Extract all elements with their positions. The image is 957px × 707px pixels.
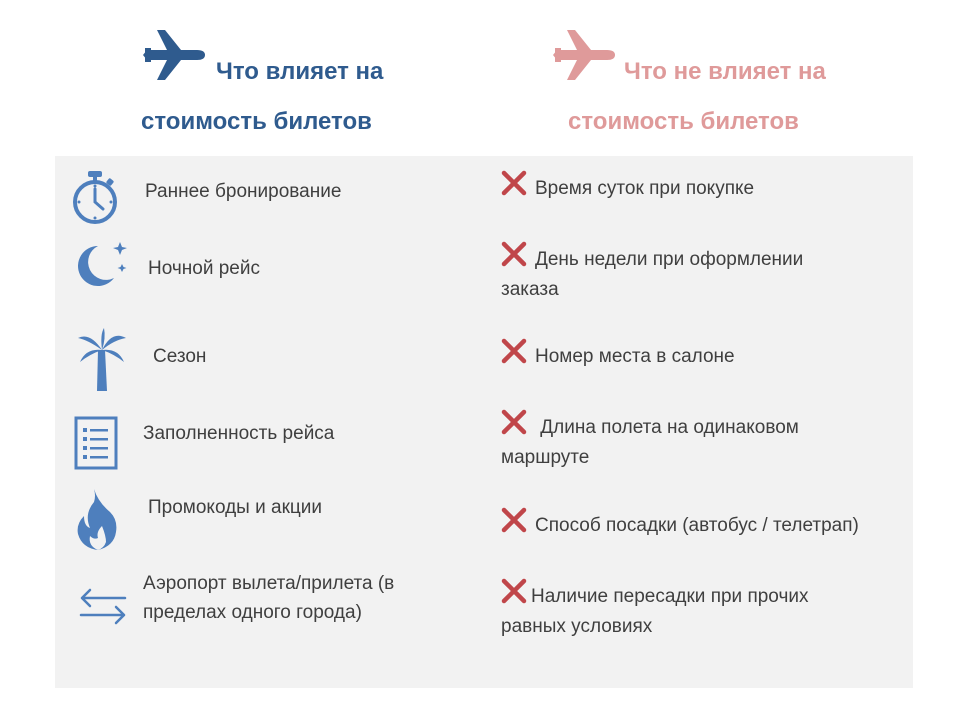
not-affects-item-label: Время суток при покупке [535,178,755,199]
not-affects-item-label: заказа [501,279,559,300]
affects-title-line1: Что влияет на [216,58,384,85]
cross-icon [501,578,527,604]
not-affects-title-line1: Что не влияет на [624,58,826,85]
cross-icon [501,507,527,533]
palm-tree-icon [76,328,128,392]
affects-item-label: Сезон [153,346,207,367]
not-affects-item-label: Способ посадки (автобус / телетрап) [535,515,859,536]
stopwatch-icon [70,169,120,225]
affects-item-label: Аэропорт вылета/прилета (в [143,573,395,594]
cross-icon [501,409,527,435]
checklist-icon [74,416,118,470]
affects-item-label: Промокоды и акции [148,497,322,518]
affects-title-line2: стоимость билетов [141,108,372,135]
not-affects-item-label: Номер места в салоне [535,346,735,367]
not-affects-item-label: Наличие пересадки при прочих [531,586,809,607]
moon-stars-icon [74,240,130,290]
not-affects-item-label: День недели при оформлении [535,249,804,270]
fire-icon [74,488,120,552]
affects-item-label: Раннее бронирование [145,181,342,202]
cross-icon [501,170,527,196]
not-affects-title-line2: стоимость билетов [568,108,799,135]
not-affects-item-label: маршруте [501,447,590,468]
cross-icon [501,241,527,267]
cross-icon [501,338,527,364]
not-affects-item-label: Длина полета на одинаковом [535,417,799,438]
affects-item-label: Ночной рейс [148,258,260,279]
affects-item-label: пределах одного города) [143,602,362,623]
affects-item-label: Заполненность рейса [143,423,335,444]
airplane-icon-blue [143,26,205,84]
arrows-exchange-icon [78,586,128,626]
airplane-icon-pink [553,26,615,84]
not-affects-item-label: равных условиях [501,616,653,637]
